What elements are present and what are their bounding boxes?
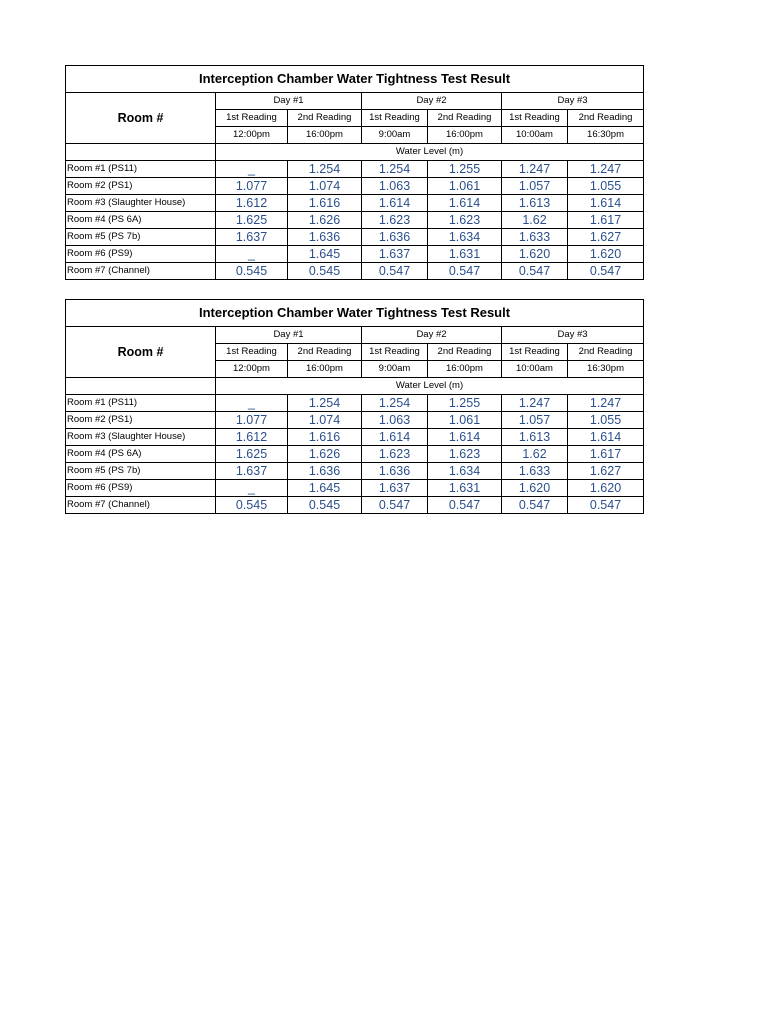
- reading-header: 2nd Reading: [568, 344, 644, 361]
- water-level-value: 1.255: [428, 161, 502, 178]
- title-row: [66, 66, 644, 93]
- water-level-value: 1.627: [568, 463, 644, 480]
- water-level-value: 1.631: [428, 480, 502, 497]
- room-name: Room #5 (PS 7b): [66, 463, 216, 480]
- water-level-value: _: [216, 246, 288, 263]
- water-level-value: 1.614: [428, 429, 502, 446]
- reading-header: 1st Reading: [502, 344, 568, 361]
- water-level-value: 1.633: [502, 463, 568, 480]
- water-level-value: 1.645: [288, 246, 362, 263]
- water-level-value: 1.637: [216, 463, 288, 480]
- water-level-value: 1.613: [502, 429, 568, 446]
- reading-header: 1st Reading: [362, 344, 428, 361]
- room-name: Room #7 (Channel): [66, 497, 216, 514]
- room-name: Room #5 (PS 7b): [66, 229, 216, 246]
- water-level-value: 1.074: [288, 412, 362, 429]
- room-name: Room #4 (PS 6A): [66, 212, 216, 229]
- water-level-value: 1.617: [568, 212, 644, 229]
- water-level-value: 1.620: [568, 480, 644, 497]
- table-title: Interception Chamber Water Tightness Test Result: [66, 66, 644, 93]
- room-name: Room #2 (PS1): [66, 412, 216, 429]
- time-header: 10:00am: [502, 361, 568, 378]
- water-level-value: 1.613: [502, 195, 568, 212]
- table-row: [66, 212, 644, 229]
- room-name: Room #7 (Channel): [66, 263, 216, 280]
- water-level-value: 1.254: [362, 161, 428, 178]
- water-level-value: 1.614: [568, 429, 644, 446]
- reading-header: 1st Reading: [502, 110, 568, 127]
- table-row: [66, 446, 644, 463]
- unit-label: Water Level (m): [216, 144, 644, 161]
- water-level-value: _: [216, 480, 288, 497]
- table-row: [66, 195, 644, 212]
- water-level-value: 1.623: [428, 446, 502, 463]
- water-level-value: 0.547: [362, 497, 428, 514]
- water-level-value: 1.623: [362, 446, 428, 463]
- time-header: 16:00pm: [428, 127, 502, 144]
- water-level-value: 1.614: [428, 195, 502, 212]
- room-name: Room #3 (Slaughter House): [66, 429, 216, 446]
- water-level-value: 1.626: [288, 212, 362, 229]
- time-header: 16:00pm: [288, 361, 362, 378]
- time-header: 10:00am: [502, 127, 568, 144]
- unit-row: [66, 144, 644, 161]
- empty-cell: [66, 144, 216, 161]
- water-level-value: 1.637: [216, 229, 288, 246]
- water-level-value: 1.625: [216, 212, 288, 229]
- water-level-value: 1.626: [288, 446, 362, 463]
- water-level-value: 1.055: [568, 178, 644, 195]
- time-header: 12:00pm: [216, 127, 288, 144]
- water-level-value: 1.620: [502, 480, 568, 497]
- room-name: Room #1 (PS11): [66, 395, 216, 412]
- water-level-value: 1.247: [502, 161, 568, 178]
- water-level-value: 1.254: [362, 395, 428, 412]
- water-level-value: 1.625: [216, 446, 288, 463]
- water-level-value: 0.547: [568, 263, 644, 280]
- room-name: Room #3 (Slaughter House): [66, 195, 216, 212]
- room-name: Room #4 (PS 6A): [66, 446, 216, 463]
- reading-header: 1st Reading: [362, 110, 428, 127]
- water-level-value: 1.636: [362, 229, 428, 246]
- water-level-value: 0.545: [216, 263, 288, 280]
- water-level-value: 1.631: [428, 246, 502, 263]
- day-header: Day #2: [362, 93, 502, 110]
- time-header: 16:30pm: [568, 127, 644, 144]
- day-header-row: [66, 327, 644, 344]
- table-row: [66, 463, 644, 480]
- reading-header: 2nd Reading: [568, 110, 644, 127]
- water-level-value: 1.634: [428, 229, 502, 246]
- water-level-value: 1.627: [568, 229, 644, 246]
- water-level-value: 1.636: [362, 463, 428, 480]
- table-body: [66, 300, 644, 514]
- water-level-value: 1.061: [428, 412, 502, 429]
- room-name: Room #1 (PS11): [66, 161, 216, 178]
- reading-header: 1st Reading: [216, 110, 288, 127]
- day-header: Day #2: [362, 327, 502, 344]
- reading-header: 1st Reading: [216, 344, 288, 361]
- table-row: [66, 429, 644, 446]
- water-level-value: 1.077: [216, 178, 288, 195]
- water-level-value: 1.254: [288, 395, 362, 412]
- day-header: Day #3: [502, 93, 644, 110]
- water-level-value: 1.633: [502, 229, 568, 246]
- reading-header: 2nd Reading: [428, 110, 502, 127]
- water-level-value: 1.636: [288, 463, 362, 480]
- time-header: 12:00pm: [216, 361, 288, 378]
- results-table-1: [65, 65, 644, 280]
- room-column-header: Room #: [66, 93, 216, 144]
- water-level-value: 1.077: [216, 412, 288, 429]
- water-level-value: 1.636: [288, 229, 362, 246]
- water-level-value: 1.247: [568, 395, 644, 412]
- day-header-row: [66, 93, 644, 110]
- room-name: Room #6 (PS9): [66, 480, 216, 497]
- table-row: [66, 161, 644, 178]
- water-level-value: 1.063: [362, 178, 428, 195]
- table-row: [66, 263, 644, 280]
- water-level-value: 1.620: [568, 246, 644, 263]
- water-level-value: 1.057: [502, 178, 568, 195]
- water-level-value: 1.616: [288, 195, 362, 212]
- reading-header: 2nd Reading: [288, 110, 362, 127]
- time-header: 16:00pm: [428, 361, 502, 378]
- water-level-value: 0.547: [568, 497, 644, 514]
- water-level-value: 1.62: [502, 212, 568, 229]
- unit-label: Water Level (m): [216, 378, 644, 395]
- results-table-2: [65, 299, 644, 514]
- water-level-value: 1.614: [568, 195, 644, 212]
- water-level-value: 0.545: [288, 497, 362, 514]
- water-level-value: 1.616: [288, 429, 362, 446]
- water-level-value: 1.255: [428, 395, 502, 412]
- water-level-value: 1.247: [502, 395, 568, 412]
- water-level-value: 0.545: [288, 263, 362, 280]
- unit-row: [66, 378, 644, 395]
- water-level-value: 1.617: [568, 446, 644, 463]
- water-level-value: 0.547: [502, 263, 568, 280]
- time-header: 9:00am: [362, 361, 428, 378]
- table-body: [66, 66, 644, 280]
- day-header: Day #1: [216, 93, 362, 110]
- table-row: [66, 229, 644, 246]
- water-level-value: 0.547: [502, 497, 568, 514]
- water-level-value: _: [216, 161, 288, 178]
- water-level-value: 1.055: [568, 412, 644, 429]
- water-level-value: 0.545: [216, 497, 288, 514]
- table-row: [66, 395, 644, 412]
- table-row: [66, 480, 644, 497]
- title-row: [66, 300, 644, 327]
- reading-header: 2nd Reading: [288, 344, 362, 361]
- water-level-value: 1.645: [288, 480, 362, 497]
- table-row: [66, 178, 644, 195]
- water-level-value: 1.62: [502, 446, 568, 463]
- room-column-header: Room #: [66, 327, 216, 378]
- time-header: 9:00am: [362, 127, 428, 144]
- water-level-value: _: [216, 395, 288, 412]
- time-header: 16:00pm: [288, 127, 362, 144]
- water-level-value: 0.547: [362, 263, 428, 280]
- water-level-value: 1.074: [288, 178, 362, 195]
- day-header: Day #3: [502, 327, 644, 344]
- room-name: Room #6 (PS9): [66, 246, 216, 263]
- water-level-value: 0.547: [428, 497, 502, 514]
- room-name: Room #2 (PS1): [66, 178, 216, 195]
- table-row: [66, 497, 644, 514]
- water-level-value: 1.057: [502, 412, 568, 429]
- water-level-value: 1.614: [362, 429, 428, 446]
- water-level-value: 1.637: [362, 480, 428, 497]
- time-header: 16:30pm: [568, 361, 644, 378]
- water-level-value: 1.254: [288, 161, 362, 178]
- water-level-value: 1.612: [216, 429, 288, 446]
- water-level-value: 1.623: [428, 212, 502, 229]
- reading-header: 2nd Reading: [428, 344, 502, 361]
- water-level-value: 1.612: [216, 195, 288, 212]
- water-level-value: 1.063: [362, 412, 428, 429]
- table-title: Interception Chamber Water Tightness Test Result: [66, 300, 644, 327]
- water-level-value: 0.547: [428, 263, 502, 280]
- water-level-value: 1.247: [568, 161, 644, 178]
- day-header: Day #1: [216, 327, 362, 344]
- empty-cell: [66, 378, 216, 395]
- water-level-value: 1.620: [502, 246, 568, 263]
- table-row: [66, 412, 644, 429]
- water-level-value: 1.623: [362, 212, 428, 229]
- table-row: [66, 246, 644, 263]
- water-level-value: 1.061: [428, 178, 502, 195]
- water-level-value: 1.637: [362, 246, 428, 263]
- water-level-value: 1.634: [428, 463, 502, 480]
- water-level-value: 1.614: [362, 195, 428, 212]
